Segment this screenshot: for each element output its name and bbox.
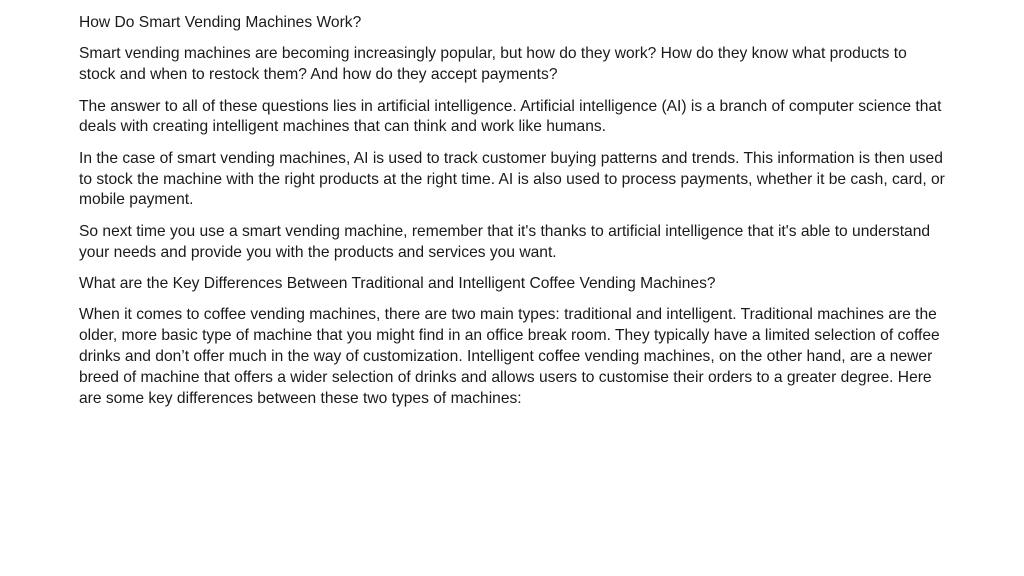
heading-key-differences: What are the Key Differences Between Traditional and Intelligent Coffee Vending Machines? xyxy=(79,274,716,292)
document-body xyxy=(79,13,947,420)
paragraph-intro-questions: Smart vending machines are becoming increasingly popular, but how do they work? How do they know what products to stock and when to restock them? And how do they accept payments? xyxy=(79,45,907,84)
paragraph-ai-usage: In the case of smart vending machines, AI is used to track customer buying patterns and trends. This information is then used to stock the machine with the right products at the right time. AI is also used to process payments, whether it be cash, card, or mobile payment. xyxy=(79,149,945,209)
heading-how-smart-vending-works: How Do Smart Vending Machines Work? xyxy=(79,14,362,31)
paragraph-next-time: So next time you use a smart vending machine, remember that it's thanks to artificial intelligence that it's able to understand your needs and provide you with the products and services you want. xyxy=(79,222,931,261)
paragraph-ai-answer: The answer to all of these questions lies in artificial intelligence. Artificial intelligence (AI) is a branch of computer science that deals with creating intelligent machines that can think and work like humans. xyxy=(79,97,942,136)
paragraph-coffee-machine-types: When it comes to coffee vending machines, there are two main types: traditional and intelligent. Traditional machines are the older, more basic type of machine that you might find in an office break room. They typically have a limited selection of coffee drinks and don’t offer much in the way of customization. Intelligent coffee vending machines, on the other hand, are a newer breed of machine that offers a wider selection of drinks and allows users to customise their orders to a greater degree. Here are some key differences between these two types of machines: xyxy=(79,306,940,407)
